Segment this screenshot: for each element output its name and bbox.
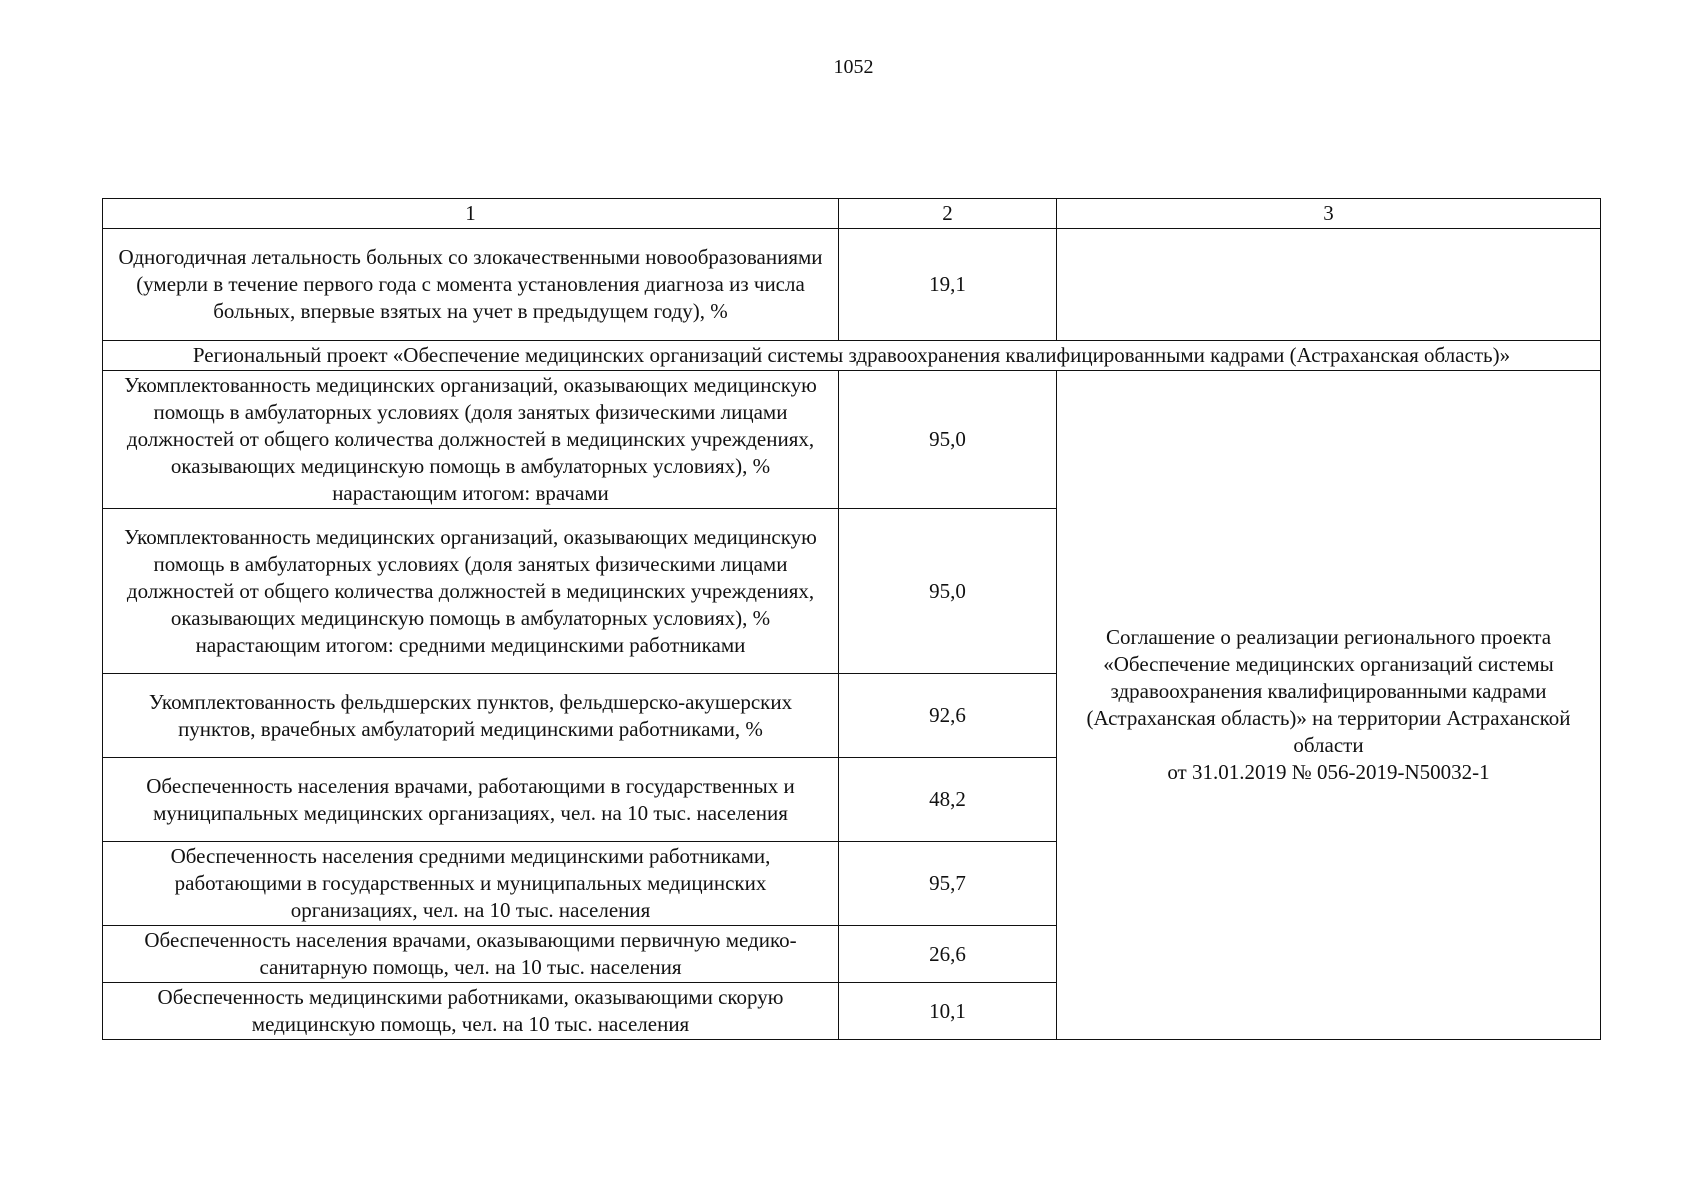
indicator-cell: Укомплектованность медицинских организаций, оказывающих медицинскую помощь в амбулаторных условиях (доля занятых физическими лицами должностей от общего количества должностей в медицинских учреждениях, оказывающих медицинскую помощь в амбулаторных условиях), % нарастающим итогом: врачами xyxy=(103,371,839,509)
indicator-cell: Обеспеченность населения врачами, работающими в государственных и муниципальных медицинских организациях, чел. на 10 тыс. населения xyxy=(103,758,839,842)
column-header-1: 1 xyxy=(103,199,839,229)
value-cell: 19,1 xyxy=(839,229,1057,341)
indicator-cell: Обеспеченность населения средними медицинскими работниками, работающими в государственных и муниципальных медицинских организациях, чел. на 10 тыс. населения xyxy=(103,842,839,926)
value-cell: 48,2 xyxy=(839,758,1057,842)
value-cell: 26,6 xyxy=(839,926,1057,983)
table-row xyxy=(103,229,1601,341)
value-cell: 95,7 xyxy=(839,842,1057,926)
section-title: Региональный проект «Обеспечение медицинских организаций системы здравоохранения квалифицированными кадрами (Астраханская область)» xyxy=(103,341,1601,371)
source-cell xyxy=(1057,229,1601,341)
table-row xyxy=(103,371,1601,509)
header-row xyxy=(103,199,1601,229)
indicator-cell: Обеспеченность медицинскими работниками, оказывающими скорую медицинскую помощь, чел. на 10 тыс. населения xyxy=(103,983,839,1040)
value-cell: 10,1 xyxy=(839,983,1057,1040)
section-row xyxy=(103,341,1601,371)
indicator-cell: Обеспеченность населения врачами, оказывающими первичную медико-санитарную помощь, чел. на 10 тыс. населения xyxy=(103,926,839,983)
value-cell: 95,0 xyxy=(839,509,1057,674)
value-cell: 95,0 xyxy=(839,371,1057,509)
source-agreement-date: от 31.01.2019 № 056-2019-N50032-1 xyxy=(1167,760,1490,784)
column-header-2: 2 xyxy=(839,199,1057,229)
indicator-cell: Укомплектованность медицинских организаций, оказывающих медицинскую помощь в амбулаторных условиях (доля занятых физическими лицами должностей от общего количества должностей в медицинских учреждениях, оказывающих медицинскую помощь в амбулаторных условиях), % нарастающим итогом: средними медицинскими работниками xyxy=(103,509,839,674)
indicator-cell: Укомплектованность фельдшерских пунктов, фельдшерско-акушерских пунктов, врачебных амбулаторий медицинскими работниками, % xyxy=(103,674,839,758)
page-number: 1052 xyxy=(833,56,874,78)
value-cell: 92,6 xyxy=(839,674,1057,758)
indicator-cell: Одногодичная летальность больных со злокачественными новообразованиями (умерли в течение первого года с момента установления диагноза из числа больных, впервые взятых на учет в предыдущем году), % xyxy=(103,229,839,341)
column-header-3: 3 xyxy=(1057,199,1601,229)
indicators-table xyxy=(102,198,1601,1040)
source-agreement-text: Соглашение о реализации регионального проекта «Обеспечение медицинских организаций системы здравоохранения квалифицированными кадрами (Астраханская область)» на территории Астраханской области xyxy=(1086,625,1571,757)
source-cell-merged xyxy=(1057,371,1601,1040)
